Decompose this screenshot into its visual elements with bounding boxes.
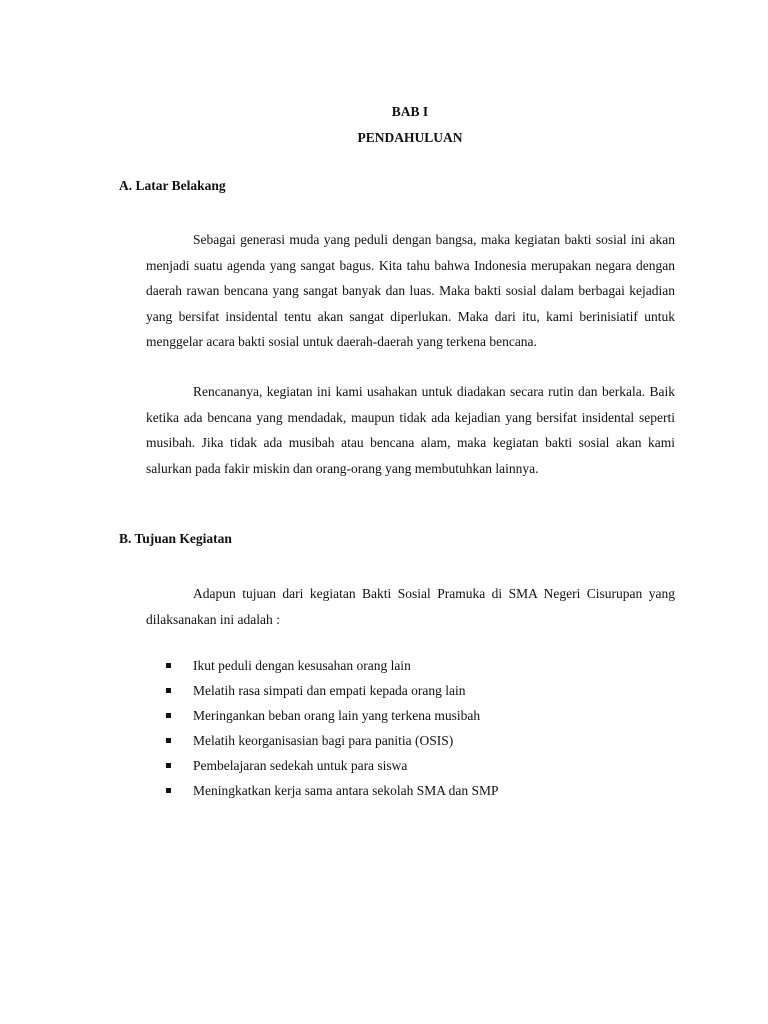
list-item-text: Meringankan beban orang lain yang terkena musibah	[193, 708, 481, 723]
list-item-text: Melatih keorganisasian bagi para panitia (OSIS)	[193, 733, 454, 748]
list-item-text: Ikut peduli dengan kesusahan orang lain	[193, 658, 411, 673]
square-bullet-icon	[166, 663, 171, 668]
square-bullet-icon	[166, 763, 171, 768]
square-bullet-icon	[166, 688, 171, 693]
paragraph-latar-belakang-2: Rencananya, kegiatan ini kami usahakan untuk diadakan secara rutin dan berkala. Baik ketika ada bencana yang mendadak, maupun tidak ada kejadian yang bersifat insidental seperti musibah. Jika tidak ada musibah atau bencana alam, maka kegiatan bakti sosial akan kami salurkan pada fakir miskin dan orang-orang yang membutuhkan lainnya.	[146, 384, 675, 476]
paragraph-tujuan-intro: Adapun tujuan dari kegiatan Bakti Sosial Pramuka di SMA Negeri Cisurupan yang dilaksanakan ini adalah :	[146, 586, 675, 627]
list-item-text: Meningkatkan kerja sama antara sekolah SMA dan SMP	[193, 783, 499, 798]
list-item-text: Pembelajaran sedekah untuk para siswa	[193, 758, 408, 773]
list-item	[166, 681, 499, 706]
square-bullet-icon	[166, 788, 171, 793]
square-bullet-icon	[166, 738, 171, 743]
list-item	[166, 706, 499, 731]
chapter-title: PENDAHULUAN	[357, 130, 463, 145]
list-item-text: Melatih rasa simpati dan empati kepada orang lain	[193, 683, 466, 698]
list-item	[166, 656, 499, 681]
list-item	[166, 731, 499, 756]
section-heading-tujuan-kegiatan: B. Tujuan Kegiatan	[119, 531, 232, 546]
paragraph-latar-belakang-1: Sebagai generasi muda yang peduli dengan bangsa, maka kegiatan bakti sosial ini akan menjadi suatu agenda yang sangat bagus. Kita tahu bahwa Indonesia merupakan negara dengan daerah rawan bencana yang sangat banyak dan luas. Maka bakti sosial dalam berbagai kejadian yang bersifat insidental tentu akan sangat diperlukan. Maka dari itu, kami berinisiatif untuk menggelar acara bakti sosial untuk daerah-daerah yang terkena bencana.	[146, 232, 675, 349]
list-item	[166, 781, 499, 806]
list-item	[166, 756, 499, 781]
section-heading-latar-belakang: A. Latar Belakang	[119, 178, 226, 193]
chapter-number: BAB I	[391, 104, 429, 119]
objectives-list	[166, 656, 499, 806]
square-bullet-icon	[166, 713, 171, 718]
